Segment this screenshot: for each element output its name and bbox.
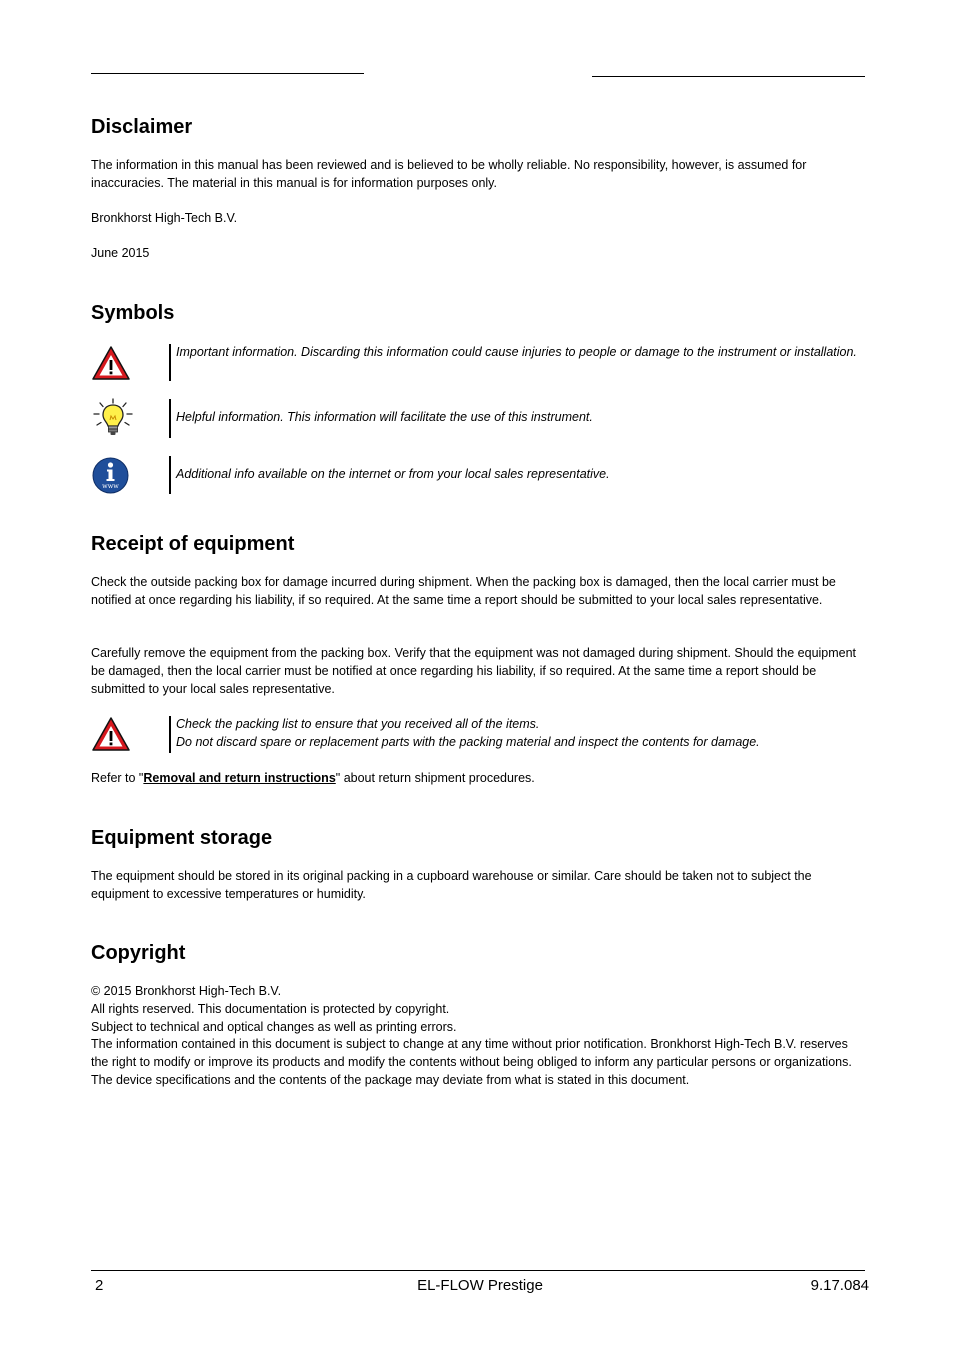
footer-page-number: 2: [95, 1277, 104, 1294]
disclaimer-text: The information in this manual has been reviewed and is believed to be wholly reliable. No responsibility, however, is assumed for inaccuracies. The material in this manual is for information purposes only.: [91, 158, 807, 190]
removal-return-link[interactable]: Removal and return instructions: [143, 771, 336, 785]
receipt-text-2: Carefully remove the equipment from the packing box. Verify that the equipment was not damaged during shipment. Should the equipment be damaged, then the local carrier must be notified at once regarding his liability, if so required. At the same time a report should be submitted to your local sales representative.: [91, 646, 857, 696]
symbol-important-text: Important information. Discarding this information could cause injuries to people or damage to the instrument or installation.: [176, 345, 857, 359]
receipt-heading: Receipt of equipment: [91, 533, 295, 555]
symbols-bar-important: [169, 344, 171, 381]
receipt-refer: [91, 770, 866, 788]
copyright-heading: Copyright: [91, 942, 186, 964]
receipt-note-1: Check the packing list to ensure that you received all of the items.: [176, 717, 540, 731]
footer-rule: [91, 1270, 865, 1271]
footer-title: EL-FLOW Prestige: [417, 1277, 543, 1294]
copyright-line-4: The information contained in this document is subject to change at any time without prior notification. Bronkhorst High-Tech B.V. reserves the right to modify or improve its products and modify the contents without being obliged to inform any particular persons or organizations. The device specifications and the contents of the package may deviate from what is stated in this document.: [91, 1037, 852, 1087]
disclaimer-heading: Disclaimer: [91, 116, 193, 138]
symbols-heading: Symbols: [91, 302, 175, 324]
disclaimer-company: Bronkhorst High-Tech B.V.: [91, 211, 238, 225]
symbols-bar-helpful: [169, 399, 171, 438]
receipt-text-1: Check the outside packing box for damage incurred during shipment. When the packing box is damaged, then the local carrier must be notified at once regarding his liability, if so required. At the same time a report should be submitted to your local sales representative.: [91, 575, 836, 607]
header-rule-left: [91, 73, 364, 74]
storage-heading: Equipment storage: [91, 827, 273, 849]
symbol-additional-text: Additional info available on the internet or from your local sales representative.: [176, 467, 610, 481]
receipt-note-2: Do not discard spare or replacement parts with the packing material and inspect the contents for damage.: [176, 735, 760, 749]
warning-icon: [91, 716, 131, 752]
refer-suffix: " about return shipment procedures.: [335, 771, 535, 785]
copyright-line-3: Subject to technical and optical changes as well as printing errors.: [91, 1020, 457, 1034]
info-www-icon: [92, 457, 129, 494]
disclaimer-date: June 2015: [91, 246, 150, 260]
www-label: www: [102, 482, 119, 490]
symbol-helpful-text: Helpful information. This information will facilitate the use of this instrument.: [176, 410, 593, 424]
storage-text: The equipment should be stored in its original packing in a cupboard warehouse or similar. Care should be taken not to subject the equipment to excessive temperatures or humidity.: [91, 869, 812, 901]
receipt-note-bar: [169, 716, 171, 753]
refer-prefix: Refer to ": [91, 771, 144, 785]
symbols-bar-additional: [169, 456, 171, 494]
lightbulb-icon: [92, 398, 134, 438]
copyright-line-2: All rights reserved. This documentation is protected by copyright.: [91, 1002, 450, 1016]
warning-icon: [91, 345, 131, 381]
header-rule-right: [592, 76, 865, 77]
copyright-line-1: © 2015 Bronkhorst High-Tech B.V.: [91, 984, 282, 998]
footer-doc-number: 9.17.084: [810, 1277, 869, 1294]
